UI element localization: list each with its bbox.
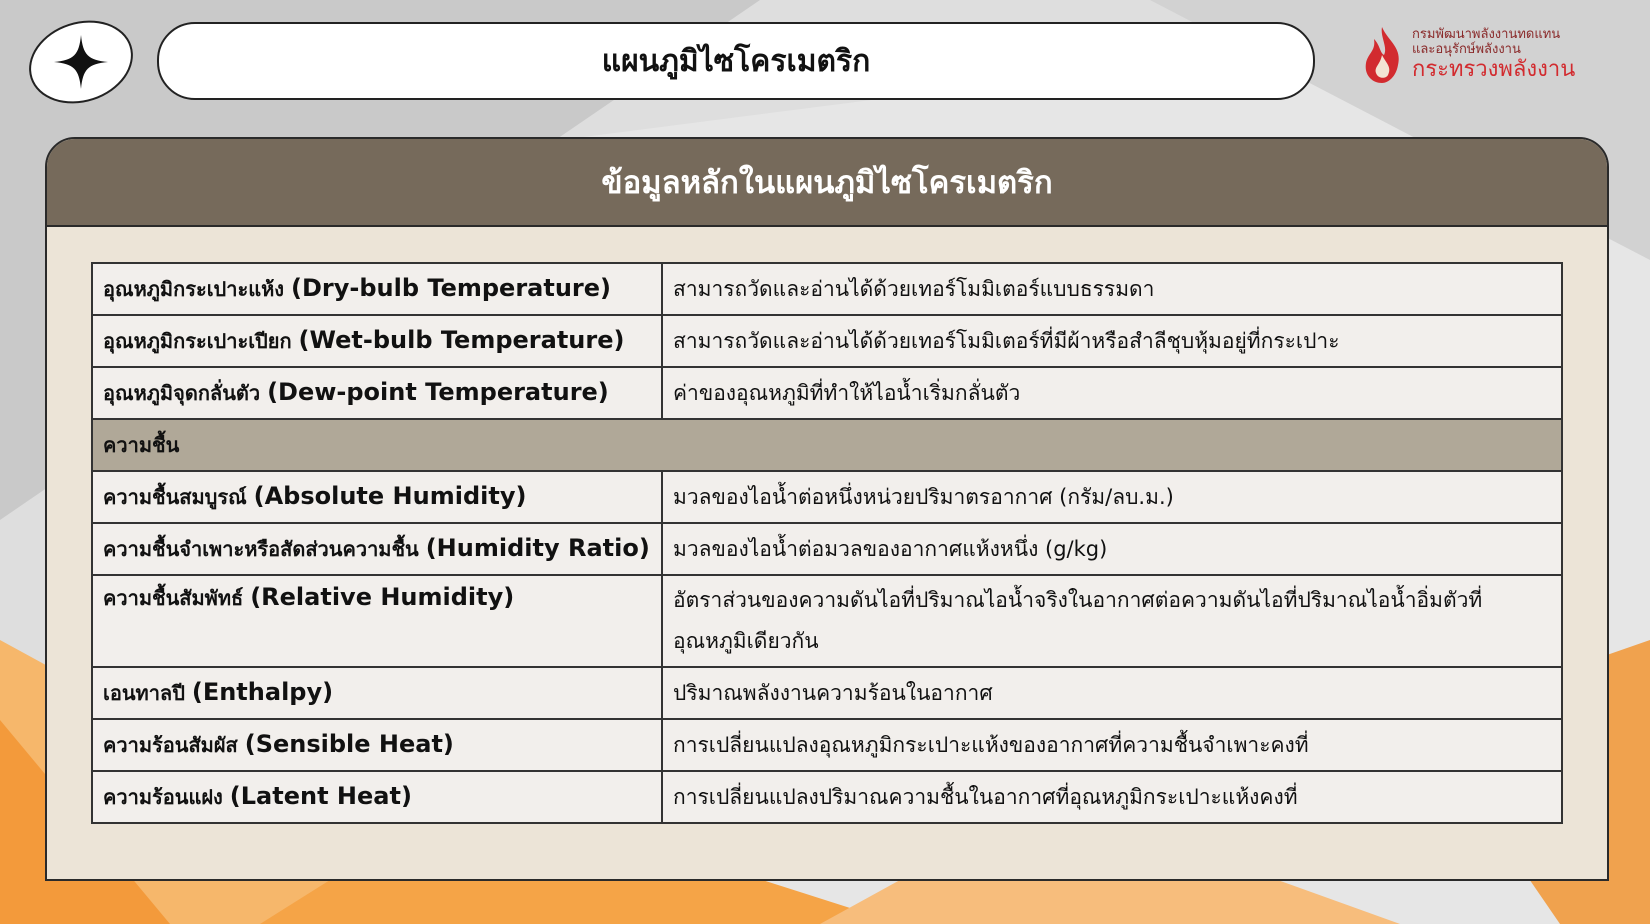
term-english: (Enthalpy) — [191, 678, 334, 706]
table-row — [92, 771, 1562, 823]
sparkle-icon — [52, 33, 110, 91]
table-row — [92, 575, 1562, 667]
description-cell: อัตราส่วนของความดันไอที่ปริมาณไอน้ำจริงในอากาศต่อความดันไอที่ปริมาณไอน้ำอิ่มตัวที่อุณหภูมิเดียวกัน — [662, 575, 1562, 667]
term-english: (Dew-point Temperature) — [267, 378, 609, 406]
term-thai: อุณหภูมิกระเปาะเปียก — [103, 329, 292, 353]
table-row — [92, 667, 1562, 719]
term-cell — [92, 367, 662, 419]
description-cell: การเปลี่ยนแปลงอุณหภูมิกระเปาะแห้งของอากาศที่ความชื้นจำเพาะคงที่ — [662, 719, 1562, 771]
table-row — [92, 263, 1562, 315]
term-cell — [92, 523, 662, 575]
term-english: (Relative Humidity) — [250, 583, 515, 611]
term-cell — [92, 771, 662, 823]
term-english: (Absolute Humidity) — [253, 482, 527, 510]
description-cell: สามารถวัดและอ่านได้ด้วยเทอร์โมมิเตอร์ที่มีผ้าหรือสำลีชุบหุ้มอยู่ที่กระเปาะ — [662, 315, 1562, 367]
table-row — [92, 523, 1562, 575]
table-row — [92, 315, 1562, 367]
description-cell: มวลของไอน้ำต่อมวลของอากาศแห้งหนึ่ง (g/kg) — [662, 523, 1562, 575]
logo-line1: กรมพัฒนาพลังงานทดแทน — [1412, 27, 1561, 42]
slide-title-bar — [157, 22, 1315, 100]
psychrometric-info-table — [91, 262, 1563, 824]
description-cell: ค่าของอุณหภูมิที่ทำให้ไอน้ำเริ่มกลั่นตัว — [662, 367, 1562, 419]
panel-title: ข้อมูลหลักในแผนภูมิไซโครเมตริก — [601, 165, 1053, 201]
term-cell — [92, 719, 662, 771]
description-cell: มวลของไอน้ำต่อหนึ่งหน่วยปริมาตรอากาศ (กรัม/ลบ.ม.) — [662, 471, 1562, 523]
term-english: (Latent Heat) — [229, 782, 412, 810]
content-panel — [45, 137, 1609, 881]
table-row — [92, 367, 1562, 419]
term-cell — [92, 471, 662, 523]
description-cell: การเปลี่ยนแปลงปริมาณความชื้นในอากาศที่อุณหภูมิกระเปาะแห้งคงที่ — [662, 771, 1562, 823]
term-thai: ความร้อนแฝง — [103, 785, 223, 809]
term-cell — [92, 263, 662, 315]
term-english: (Dry-bulb Temperature) — [291, 274, 611, 302]
description-cell: ปริมาณพลังงานความร้อนในอากาศ — [662, 667, 1562, 719]
logo-line3: กระทรวงพลังงาน — [1412, 57, 1576, 82]
term-cell — [92, 315, 662, 367]
term-cell — [92, 667, 662, 719]
term-thai: ความร้อนสัมผัส — [103, 733, 238, 757]
table-row — [92, 471, 1562, 523]
term-english: (Humidity Ratio) — [425, 534, 650, 562]
term-thai: อุณหภูมิกระเปาะแห้ง — [103, 277, 285, 301]
section-label: ความชื้น — [92, 419, 1562, 471]
term-thai: เอนทาลปี — [103, 681, 185, 705]
term-thai: อุณหภูมิจุดกลั่นตัว — [103, 381, 261, 405]
term-english: (Sensible Heat) — [244, 730, 454, 758]
section-row — [92, 419, 1562, 471]
term-thai: ความชื้นจำเพาะหรือสัดส่วนความชื้น — [103, 537, 419, 561]
term-cell — [92, 575, 662, 667]
term-thai: ความชื้นสัมพัทธ์ — [103, 586, 244, 610]
logo-line2: และอนุรักษ์พลังงาน — [1412, 42, 1521, 57]
table-row — [92, 719, 1562, 771]
slide-title: แผนภูมิไซโครเมตริก — [601, 43, 871, 79]
description-cell: สามารถวัดและอ่านได้ด้วยเทอร์โมมิเตอร์แบบธรรมดา — [662, 263, 1562, 315]
term-thai: ความชื้นสมบูรณ์ — [103, 485, 247, 509]
ministry-logo — [1358, 22, 1638, 88]
term-english: (Wet-bulb Temperature) — [298, 326, 625, 354]
panel-header — [47, 139, 1607, 227]
flame-logo-icon — [1358, 25, 1406, 85]
